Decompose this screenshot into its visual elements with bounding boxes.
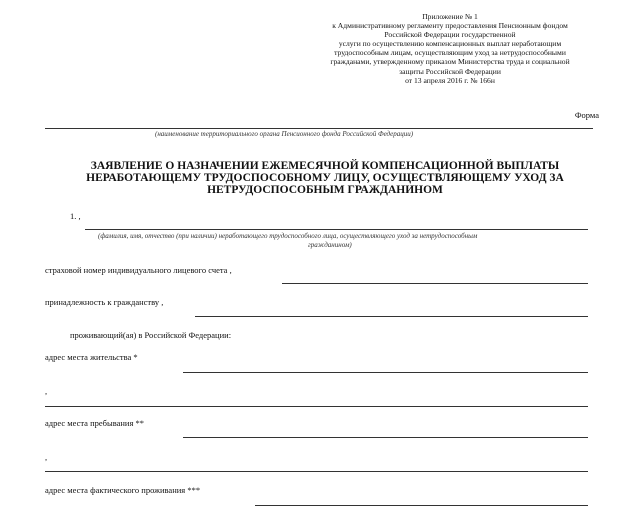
address-residence-field[interactable]	[183, 372, 588, 373]
appendix-line: от 13 апреля 2016 г. № 166н	[405, 75, 495, 85]
address-residence-field-continued[interactable]	[45, 406, 588, 407]
address-stay-field-continued[interactable]	[45, 471, 588, 472]
appendix-line: трудоспособным лицам, осуществляющим уход за нетрудоспособными	[334, 48, 566, 58]
comma-mark: ,	[45, 386, 48, 396]
citizenship-label: принадлежность к гражданству ,	[45, 297, 164, 307]
address-stay-label: адрес места пребывания **	[45, 418, 144, 428]
address-stay-field[interactable]	[183, 437, 588, 438]
snils-label: страховой номер индивидуального лицевого счета ,	[45, 265, 232, 275]
item-number: 1. ,	[70, 211, 81, 221]
appendix-line: защиты Российской Федерации	[399, 66, 501, 76]
document-title	[40, 160, 610, 196]
fio-caption-line2: гражданином)	[308, 241, 352, 249]
title-line: НЕРАБОТАЮЩЕМУ ТРУДОСПОСОБНОМУ ЛИЦУ, ОСУЩЕСТВЛЯЮЩЕМУ УХОД ЗА	[86, 172, 564, 184]
residing-label: проживающий(ая) в Российской Федерации:	[70, 330, 232, 340]
appendix-line: услуги по осуществлению компенсационных выплат неработающим	[338, 39, 562, 49]
address-residence-label: адрес места жительства *	[45, 352, 138, 362]
snils-field[interactable]	[282, 283, 588, 284]
appendix-line: гражданами, утвержденному приказом Министерства труда и социальной	[330, 57, 570, 67]
address-actual-field[interactable]	[255, 505, 588, 506]
title-line: НЕТРУДОСПОСОБНЫМ ГРАЖДАНИНОМ	[207, 184, 443, 196]
comma-mark: ,	[45, 452, 48, 462]
appendix-line: Российской Федерации государственной	[384, 30, 516, 40]
title-line: ЗАЯВЛЕНИЕ О НАЗНАЧЕНИИ ЕЖЕМЕСЯЧНОЙ КОМПЕНСАЦИОННОЙ ВЫПЛАТЫ	[90, 160, 560, 172]
appendix-block	[300, 12, 600, 85]
fio-field[interactable]	[85, 229, 588, 230]
appendix-line: Приложение № 1	[422, 12, 478, 21]
organ-caption: (наименование территориального органа Пенсионного фонда Российской Федерации)	[155, 130, 414, 138]
address-actual-label: адрес места фактического проживания ***	[45, 485, 201, 495]
appendix-line: к Административному регламенту предоставления Пенсионным фондом	[332, 21, 568, 31]
form-label: Форма	[574, 110, 599, 120]
citizenship-field[interactable]	[195, 316, 588, 317]
organ-name-field[interactable]	[45, 128, 593, 129]
fio-caption-line1: (фамилия, имя, отчество (при наличии) неработающего трудоспособного лица, осуществляющего уход за нетрудоспособным	[98, 232, 478, 240]
